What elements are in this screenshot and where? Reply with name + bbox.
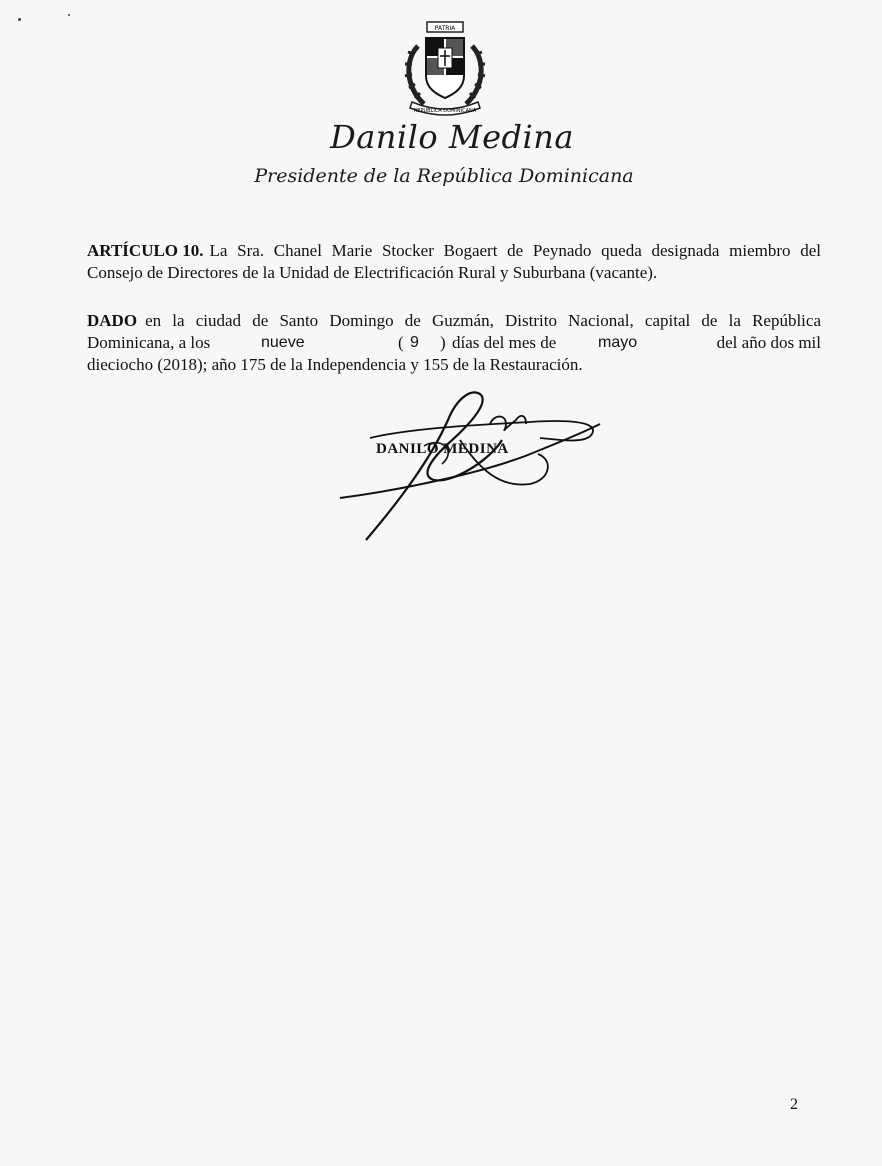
date-line <box>87 332 821 354</box>
scan-speck <box>18 18 21 21</box>
handwritten-signature <box>330 380 610 550</box>
paragraph-line: dieciocho (2018); año 175 de la Independencia y 155 de la Restauración. <box>87 355 583 374</box>
paragraph-line <box>87 310 821 332</box>
day-word: nueve <box>261 334 305 351</box>
signer-name: DANILO MEDINA <box>376 441 509 457</box>
month-prefix: días del mes de <box>452 333 557 352</box>
page-number: 2 <box>790 1096 798 1113</box>
year-prefix: del año dos mil <box>716 333 821 352</box>
dado-label: DADO <box>87 311 138 330</box>
letterhead-name: Danilo Medina <box>330 118 574 156</box>
paragraph-line <box>87 240 821 262</box>
day-close-paren: ) <box>440 333 446 352</box>
article-10-paragraph <box>87 240 821 284</box>
svg-text:PATRIA: PATRIA <box>434 25 456 32</box>
day-open-paren: ( <box>398 333 404 352</box>
article-label: ARTÍCULO 10. <box>87 241 204 260</box>
date-prefix: Dominicana, a los <box>87 333 211 352</box>
paragraph-line: Consejo de Directores de la Unidad de Electrificación Rural y Suburbana (vacante). <box>87 263 658 282</box>
dado-text: en la ciudad de Santo Domingo de Guzmán, Distrito Nacional, capital de la República <box>145 311 821 330</box>
coat-of-arms-seal <box>400 18 490 116</box>
article-text: La Sra. Chanel Marie Stocker Bogaert de Peynado queda designada miembro del <box>209 241 821 260</box>
svg-text:REPUBLICA DOMINICANA: REPUBLICA DOMINICANA <box>413 108 477 114</box>
letterhead-title: Presidente de la República Dominicana <box>254 165 634 187</box>
scan-speck <box>68 14 70 16</box>
month-value: mayo <box>598 334 638 351</box>
dado-paragraph <box>87 310 821 376</box>
day-number: 9 <box>410 334 419 351</box>
